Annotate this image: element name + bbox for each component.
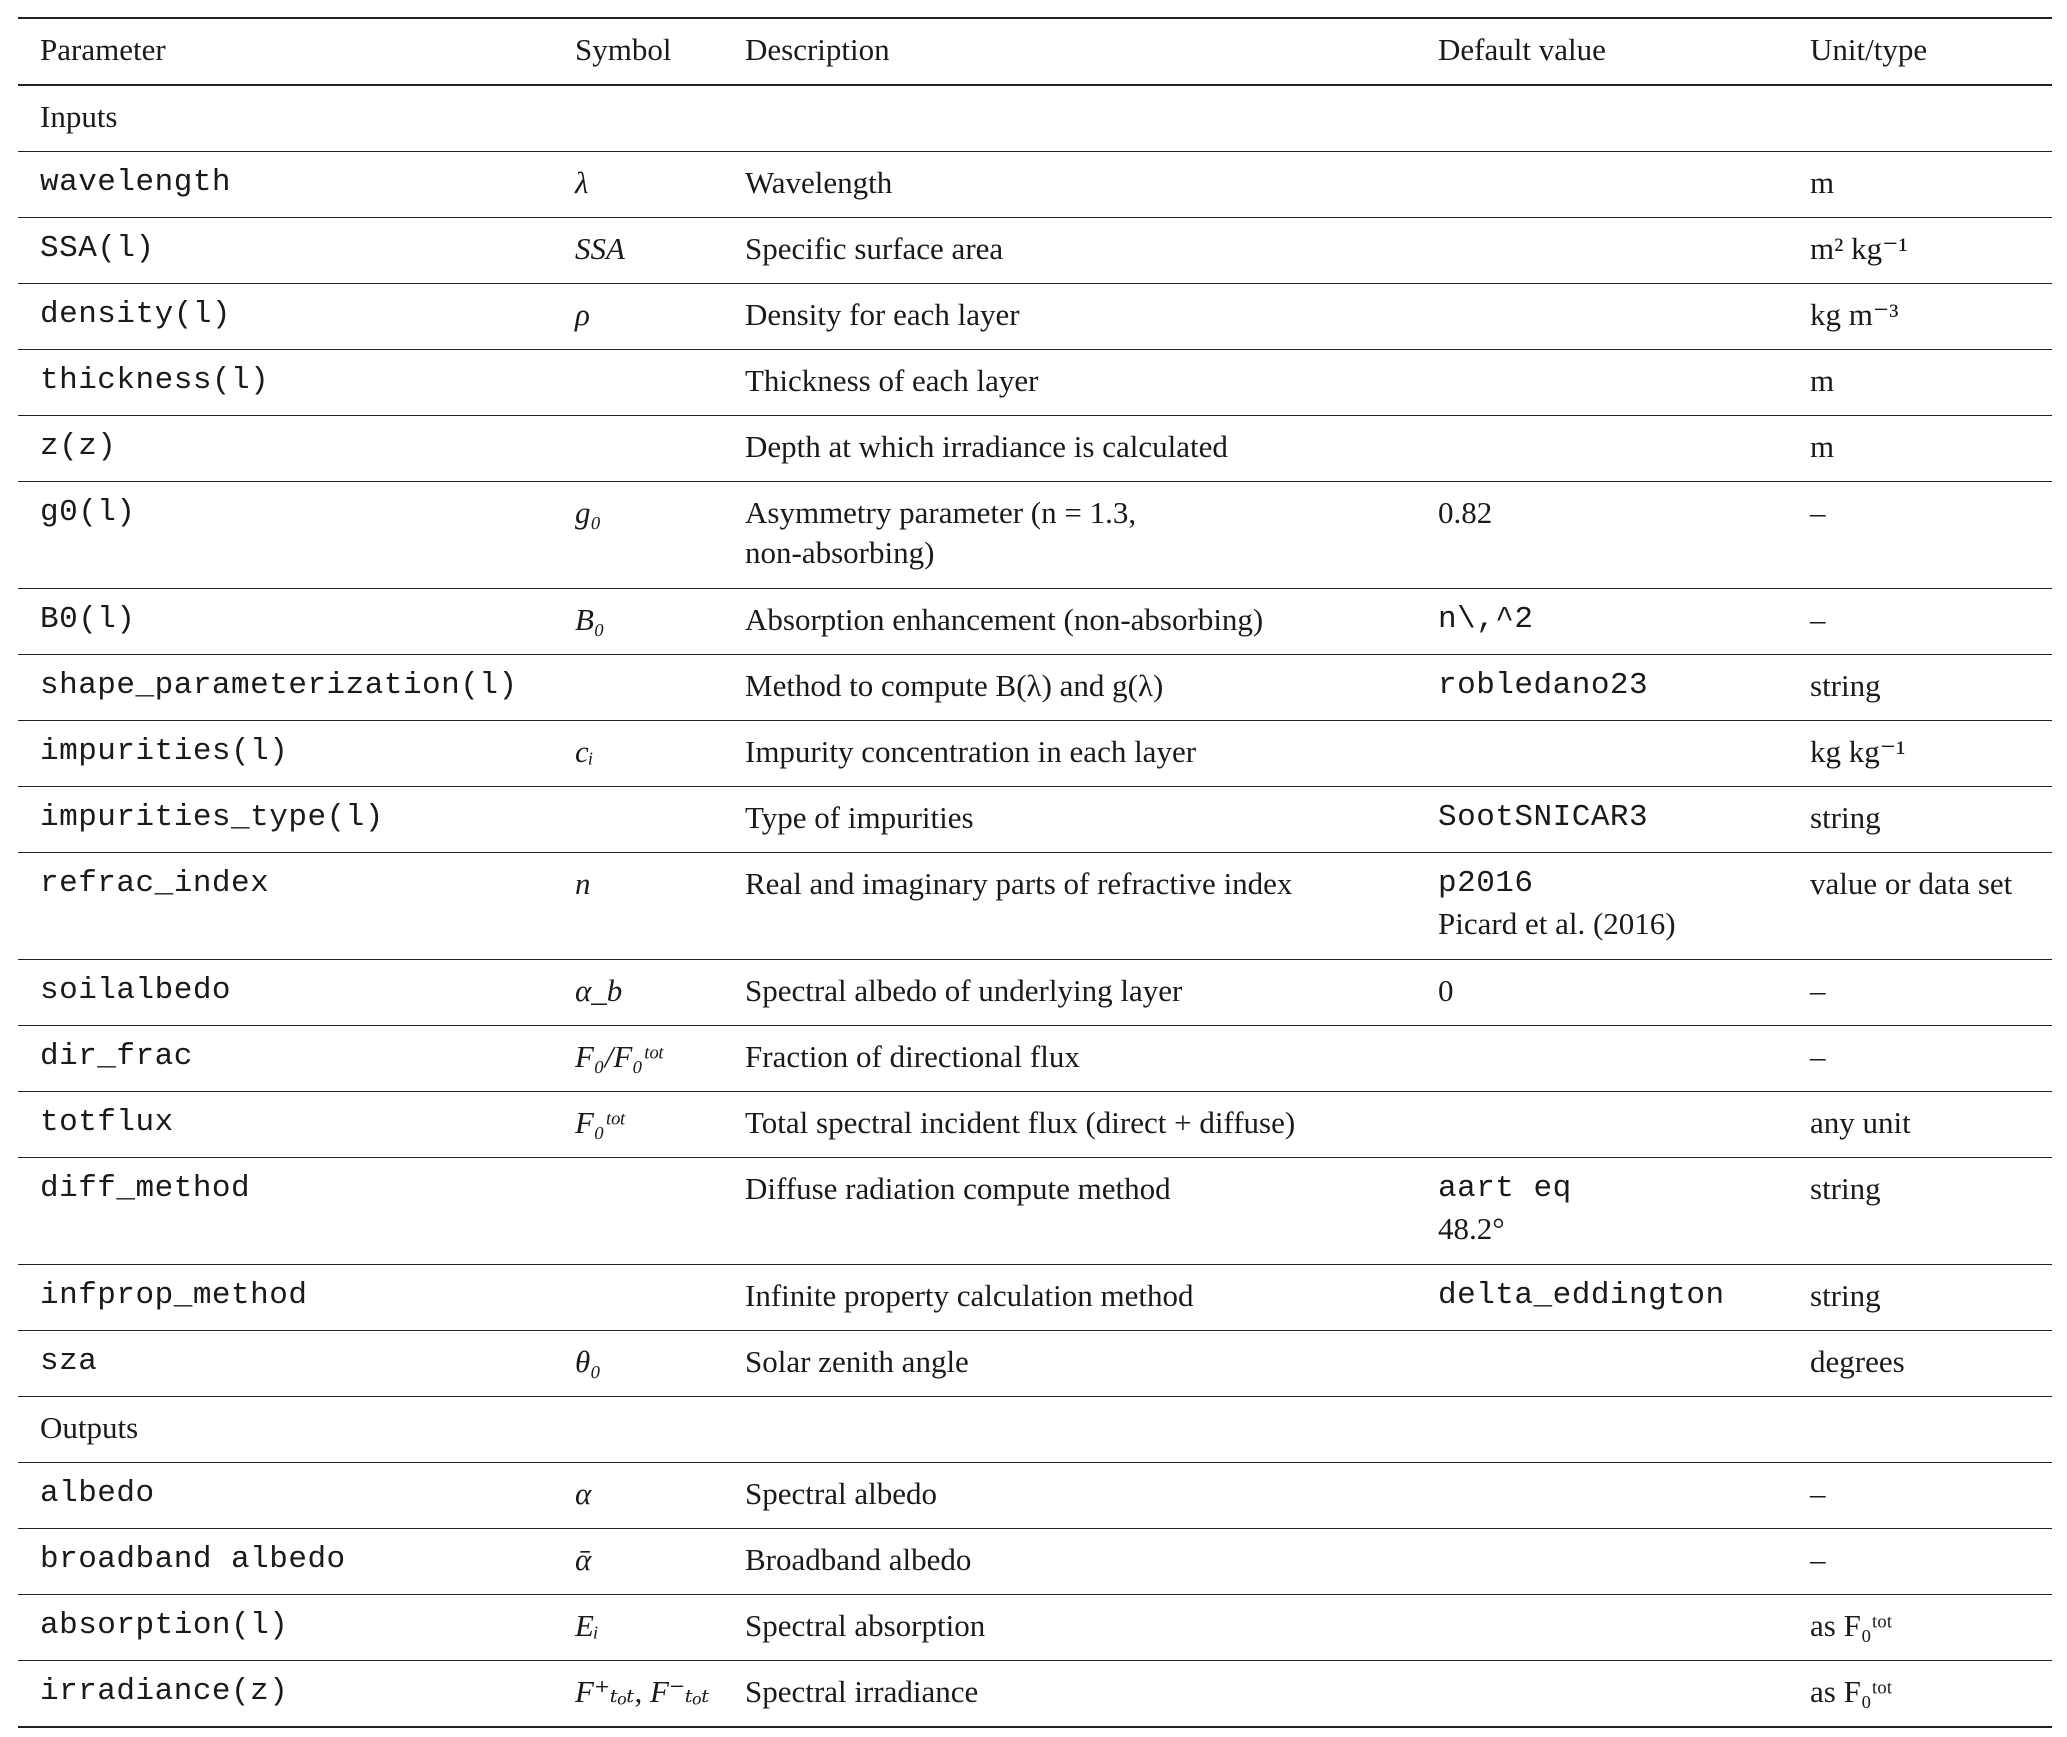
default-value-cont: Picard et al. (2016) (1438, 906, 1676, 941)
default-cell (1416, 416, 1788, 482)
description: Impurity concentration in each layer (745, 734, 1197, 769)
unit-cell (1788, 1158, 2052, 1265)
description: Density for each layer (745, 297, 1020, 332)
symbol-cell (553, 589, 723, 655)
param-name: absorption(l) (40, 1608, 289, 1643)
symbol: B₀ (575, 602, 605, 637)
default-cell (1416, 655, 1788, 721)
param-name: z(z) (40, 429, 117, 464)
section-row-inputs (18, 85, 2052, 152)
unit-cell (1788, 350, 2052, 416)
description: Spectral irradiance (745, 1674, 979, 1709)
default-value: 0 (1438, 973, 1454, 1008)
symbol: F⁺ₜₒₜ, F⁻ₜₒₜ (575, 1674, 710, 1709)
unit: – (1810, 973, 1826, 1008)
symbol-cell (553, 416, 723, 482)
description-cell (723, 1026, 1416, 1092)
description: Type of impurities (745, 800, 974, 835)
param-cell (18, 853, 553, 960)
param-cell (18, 1265, 553, 1331)
table-row (18, 482, 2052, 589)
unit: string (1810, 668, 1881, 703)
param-cell (18, 482, 553, 589)
symbol: ᾱ (575, 1542, 592, 1577)
table-row (18, 1529, 2052, 1595)
param-cell (18, 655, 553, 721)
param-cell (18, 960, 553, 1026)
table-row (18, 655, 2052, 721)
symbol: θ₀ (575, 1344, 602, 1379)
table-row (18, 589, 2052, 655)
table-row (18, 284, 2052, 350)
default-cell (1416, 721, 1788, 787)
description-cell (723, 1529, 1416, 1595)
header-unit-type: Unit/type (1788, 18, 2052, 85)
description: Spectral absorption (745, 1608, 986, 1643)
unit-cell (1788, 721, 2052, 787)
description-cell (723, 416, 1416, 482)
symbol: g₀ (575, 495, 602, 530)
description: Infinite property calculation method (745, 1278, 1194, 1313)
param-cell (18, 721, 553, 787)
table-row (18, 1265, 2052, 1331)
default-cell (1416, 152, 1788, 218)
symbol: SSA (575, 231, 625, 266)
table-row (18, 1158, 2052, 1265)
symbol-cell (553, 1331, 723, 1397)
unit: – (1810, 495, 1826, 530)
param-name: shape_parameterization(l) (40, 668, 518, 703)
description: Spectral albedo (745, 1476, 937, 1511)
description-cell (723, 960, 1416, 1026)
symbol: F₀ᵗᵒᵗ (575, 1105, 624, 1140)
param-cell (18, 350, 553, 416)
unit: – (1810, 1542, 1826, 1577)
description: Asymmetry parameter (n = 1.3, (745, 495, 1137, 530)
description-cell (723, 1158, 1416, 1265)
table-row (18, 1092, 2052, 1158)
description: Real and imaginary parts of refractive index (745, 866, 1293, 901)
description: Fraction of directional flux (745, 1039, 1080, 1074)
unit: string (1810, 1278, 1881, 1313)
unit-cell (1788, 218, 2052, 284)
param-name: soilalbedo (40, 973, 232, 1008)
description-cell (723, 1331, 1416, 1397)
default-cell (1416, 589, 1788, 655)
unit-cell (1788, 284, 2052, 350)
param-cell (18, 1661, 553, 1728)
symbol-cell (553, 1529, 723, 1595)
param-name: impurities(l) (40, 734, 289, 769)
default-value: p2016 (1438, 866, 1534, 901)
description: Solar zenith angle (745, 1344, 969, 1379)
header-default-value: Default value (1416, 18, 1788, 85)
header-parameter: Parameter (18, 18, 553, 85)
description-cell (723, 853, 1416, 960)
param-cell (18, 1331, 553, 1397)
default-value-cont: 48.2° (1438, 1211, 1505, 1246)
section-label: Inputs (18, 85, 2052, 152)
param-name: wavelength (40, 165, 232, 200)
description: Thickness of each layer (745, 363, 1039, 398)
param-name: totflux (40, 1105, 174, 1140)
description: Absorption enhancement (non-absorbing) (745, 602, 1264, 637)
param-cell (18, 1158, 553, 1265)
unit: m (1810, 165, 1835, 200)
unit: m² kg⁻¹ (1810, 231, 1908, 266)
symbol-cell (553, 284, 723, 350)
table-header-row (18, 18, 2052, 85)
unit-cell (1788, 152, 2052, 218)
table-row (18, 218, 2052, 284)
symbol-cell (553, 655, 723, 721)
param-name: B0(l) (40, 602, 136, 637)
symbol-cell (553, 1463, 723, 1529)
description-cont: non-absorbing) (745, 535, 935, 570)
default-value: aart eq (1438, 1171, 1572, 1206)
symbol-cell (553, 218, 723, 284)
param-name: refrac_index (40, 866, 270, 901)
param-name: broadband albedo (40, 1542, 346, 1577)
default-cell (1416, 1463, 1788, 1529)
default-cell (1416, 1661, 1788, 1728)
description-cell (723, 589, 1416, 655)
section-row-outputs (18, 1397, 2052, 1463)
unit: m (1810, 429, 1835, 464)
default-value: 0.82 (1438, 495, 1493, 530)
description-cell (723, 1595, 1416, 1661)
unit-cell (1788, 1595, 2052, 1661)
unit-cell (1788, 655, 2052, 721)
table-row (18, 787, 2052, 853)
default-value: SootSNICAR3 (1438, 800, 1649, 835)
default-cell (1416, 482, 1788, 589)
unit-cell (1788, 589, 2052, 655)
unit: value or data set (1810, 866, 2013, 901)
table-row (18, 721, 2052, 787)
table-row (18, 1026, 2052, 1092)
default-value: delta_eddington (1438, 1278, 1725, 1313)
table-row (18, 1661, 2052, 1728)
unit: – (1810, 1476, 1826, 1511)
symbol-cell (553, 1265, 723, 1331)
description: Broadband albedo (745, 1542, 972, 1577)
description: Diffuse radiation compute method (745, 1171, 1171, 1206)
param-name: sza (40, 1344, 98, 1379)
unit: kg m⁻³ (1810, 297, 1899, 332)
description-cell (723, 655, 1416, 721)
table-row (18, 1595, 2052, 1661)
description-cell (723, 482, 1416, 589)
description-cell (723, 1463, 1416, 1529)
description-cell (723, 787, 1416, 853)
description: Method to compute B(λ) and g(λ) (745, 668, 1164, 703)
parameter-table (18, 17, 2052, 1728)
section-label: Outputs (18, 1397, 2052, 1463)
table-row (18, 1463, 2052, 1529)
param-name: g0(l) (40, 495, 136, 530)
description: Wavelength (745, 165, 893, 200)
table-body (18, 85, 2052, 1727)
table-row (18, 853, 2052, 960)
default-cell (1416, 1529, 1788, 1595)
table-row (18, 350, 2052, 416)
symbol-cell (553, 787, 723, 853)
param-cell (18, 787, 553, 853)
param-cell (18, 218, 553, 284)
symbol-cell (553, 350, 723, 416)
description: Depth at which irradiance is calculated (745, 429, 1228, 464)
default-cell (1416, 350, 1788, 416)
description-cell (723, 350, 1416, 416)
param-cell (18, 1529, 553, 1595)
param-name: SSA(l) (40, 231, 155, 266)
symbol: cᵢ (575, 734, 594, 769)
default-cell (1416, 1331, 1788, 1397)
symbol: α_b (575, 973, 623, 1008)
header-symbol: Symbol (553, 18, 723, 85)
unit: as F₀ᵗᵒᵗ (1810, 1674, 1893, 1709)
unit-cell (1788, 853, 2052, 960)
description: Total spectral incident flux (direct + diffuse) (745, 1105, 1296, 1140)
unit: – (1810, 602, 1826, 637)
param-name: infprop_method (40, 1278, 308, 1313)
param-name: dir_frac (40, 1039, 193, 1074)
symbol: λ (575, 165, 589, 200)
symbol-cell (553, 1158, 723, 1265)
param-name: diff_method (40, 1171, 251, 1206)
unit: string (1810, 1171, 1881, 1206)
symbol-cell (553, 152, 723, 218)
description-cell (723, 218, 1416, 284)
description-cell (723, 284, 1416, 350)
default-cell (1416, 1595, 1788, 1661)
unit-cell (1788, 960, 2052, 1026)
default-cell (1416, 1092, 1788, 1158)
symbol: n (575, 866, 591, 901)
description-cell (723, 1661, 1416, 1728)
unit-cell (1788, 482, 2052, 589)
unit-cell (1788, 1661, 2052, 1728)
default-cell (1416, 218, 1788, 284)
param-cell (18, 1463, 553, 1529)
table-row (18, 152, 2052, 218)
default-cell (1416, 1026, 1788, 1092)
symbol: Eᵢ (575, 1608, 599, 1643)
description-cell (723, 1092, 1416, 1158)
symbol-cell (553, 1595, 723, 1661)
unit-cell (1788, 1092, 2052, 1158)
param-cell (18, 1595, 553, 1661)
unit: string (1810, 800, 1881, 835)
unit: – (1810, 1039, 1826, 1074)
description-cell (723, 152, 1416, 218)
description-cell (723, 1265, 1416, 1331)
description: Spectral albedo of underlying layer (745, 973, 1183, 1008)
unit: kg kg⁻¹ (1810, 734, 1906, 769)
param-cell (18, 152, 553, 218)
table-row (18, 1331, 2052, 1397)
unit: m (1810, 363, 1835, 398)
param-name: irradiance(z) (40, 1674, 289, 1709)
unit-cell (1788, 1331, 2052, 1397)
param-cell (18, 284, 553, 350)
symbol-cell (553, 482, 723, 589)
unit: as F₀ᵗᵒᵗ (1810, 1608, 1893, 1643)
header-description: Description (723, 18, 1416, 85)
symbol-cell (553, 853, 723, 960)
symbol: α (575, 1476, 592, 1511)
symbol-cell (553, 1092, 723, 1158)
symbol-cell (553, 1661, 723, 1728)
symbol-cell (553, 1026, 723, 1092)
default-cell (1416, 1265, 1788, 1331)
param-name: density(l) (40, 297, 232, 332)
table-row (18, 416, 2052, 482)
default-cell (1416, 960, 1788, 1026)
default-cell (1416, 787, 1788, 853)
symbol-cell (553, 960, 723, 1026)
default-value: n\,^2 (1438, 602, 1534, 637)
param-name: thickness(l) (40, 363, 270, 398)
description: Specific surface area (745, 231, 1004, 266)
param-cell (18, 589, 553, 655)
unit-cell (1788, 1463, 2052, 1529)
unit-cell (1788, 416, 2052, 482)
param-cell (18, 416, 553, 482)
unit: degrees (1810, 1344, 1905, 1379)
symbol-cell (553, 721, 723, 787)
default-cell (1416, 853, 1788, 960)
param-cell (18, 1092, 553, 1158)
table-row (18, 960, 2052, 1026)
unit-cell (1788, 1265, 2052, 1331)
param-cell (18, 1026, 553, 1092)
unit-cell (1788, 1529, 2052, 1595)
param-name: impurities_type(l) (40, 800, 384, 835)
unit: any unit (1810, 1105, 1911, 1140)
default-cell (1416, 1158, 1788, 1265)
unit-cell (1788, 787, 2052, 853)
symbol: ρ (575, 297, 590, 332)
symbol: F₀/F₀ᵗᵒᵗ (575, 1039, 663, 1074)
default-cell (1416, 284, 1788, 350)
default-value: robledano23 (1438, 668, 1649, 703)
description-cell (723, 721, 1416, 787)
param-name: albedo (40, 1476, 155, 1511)
unit-cell (1788, 1026, 2052, 1092)
